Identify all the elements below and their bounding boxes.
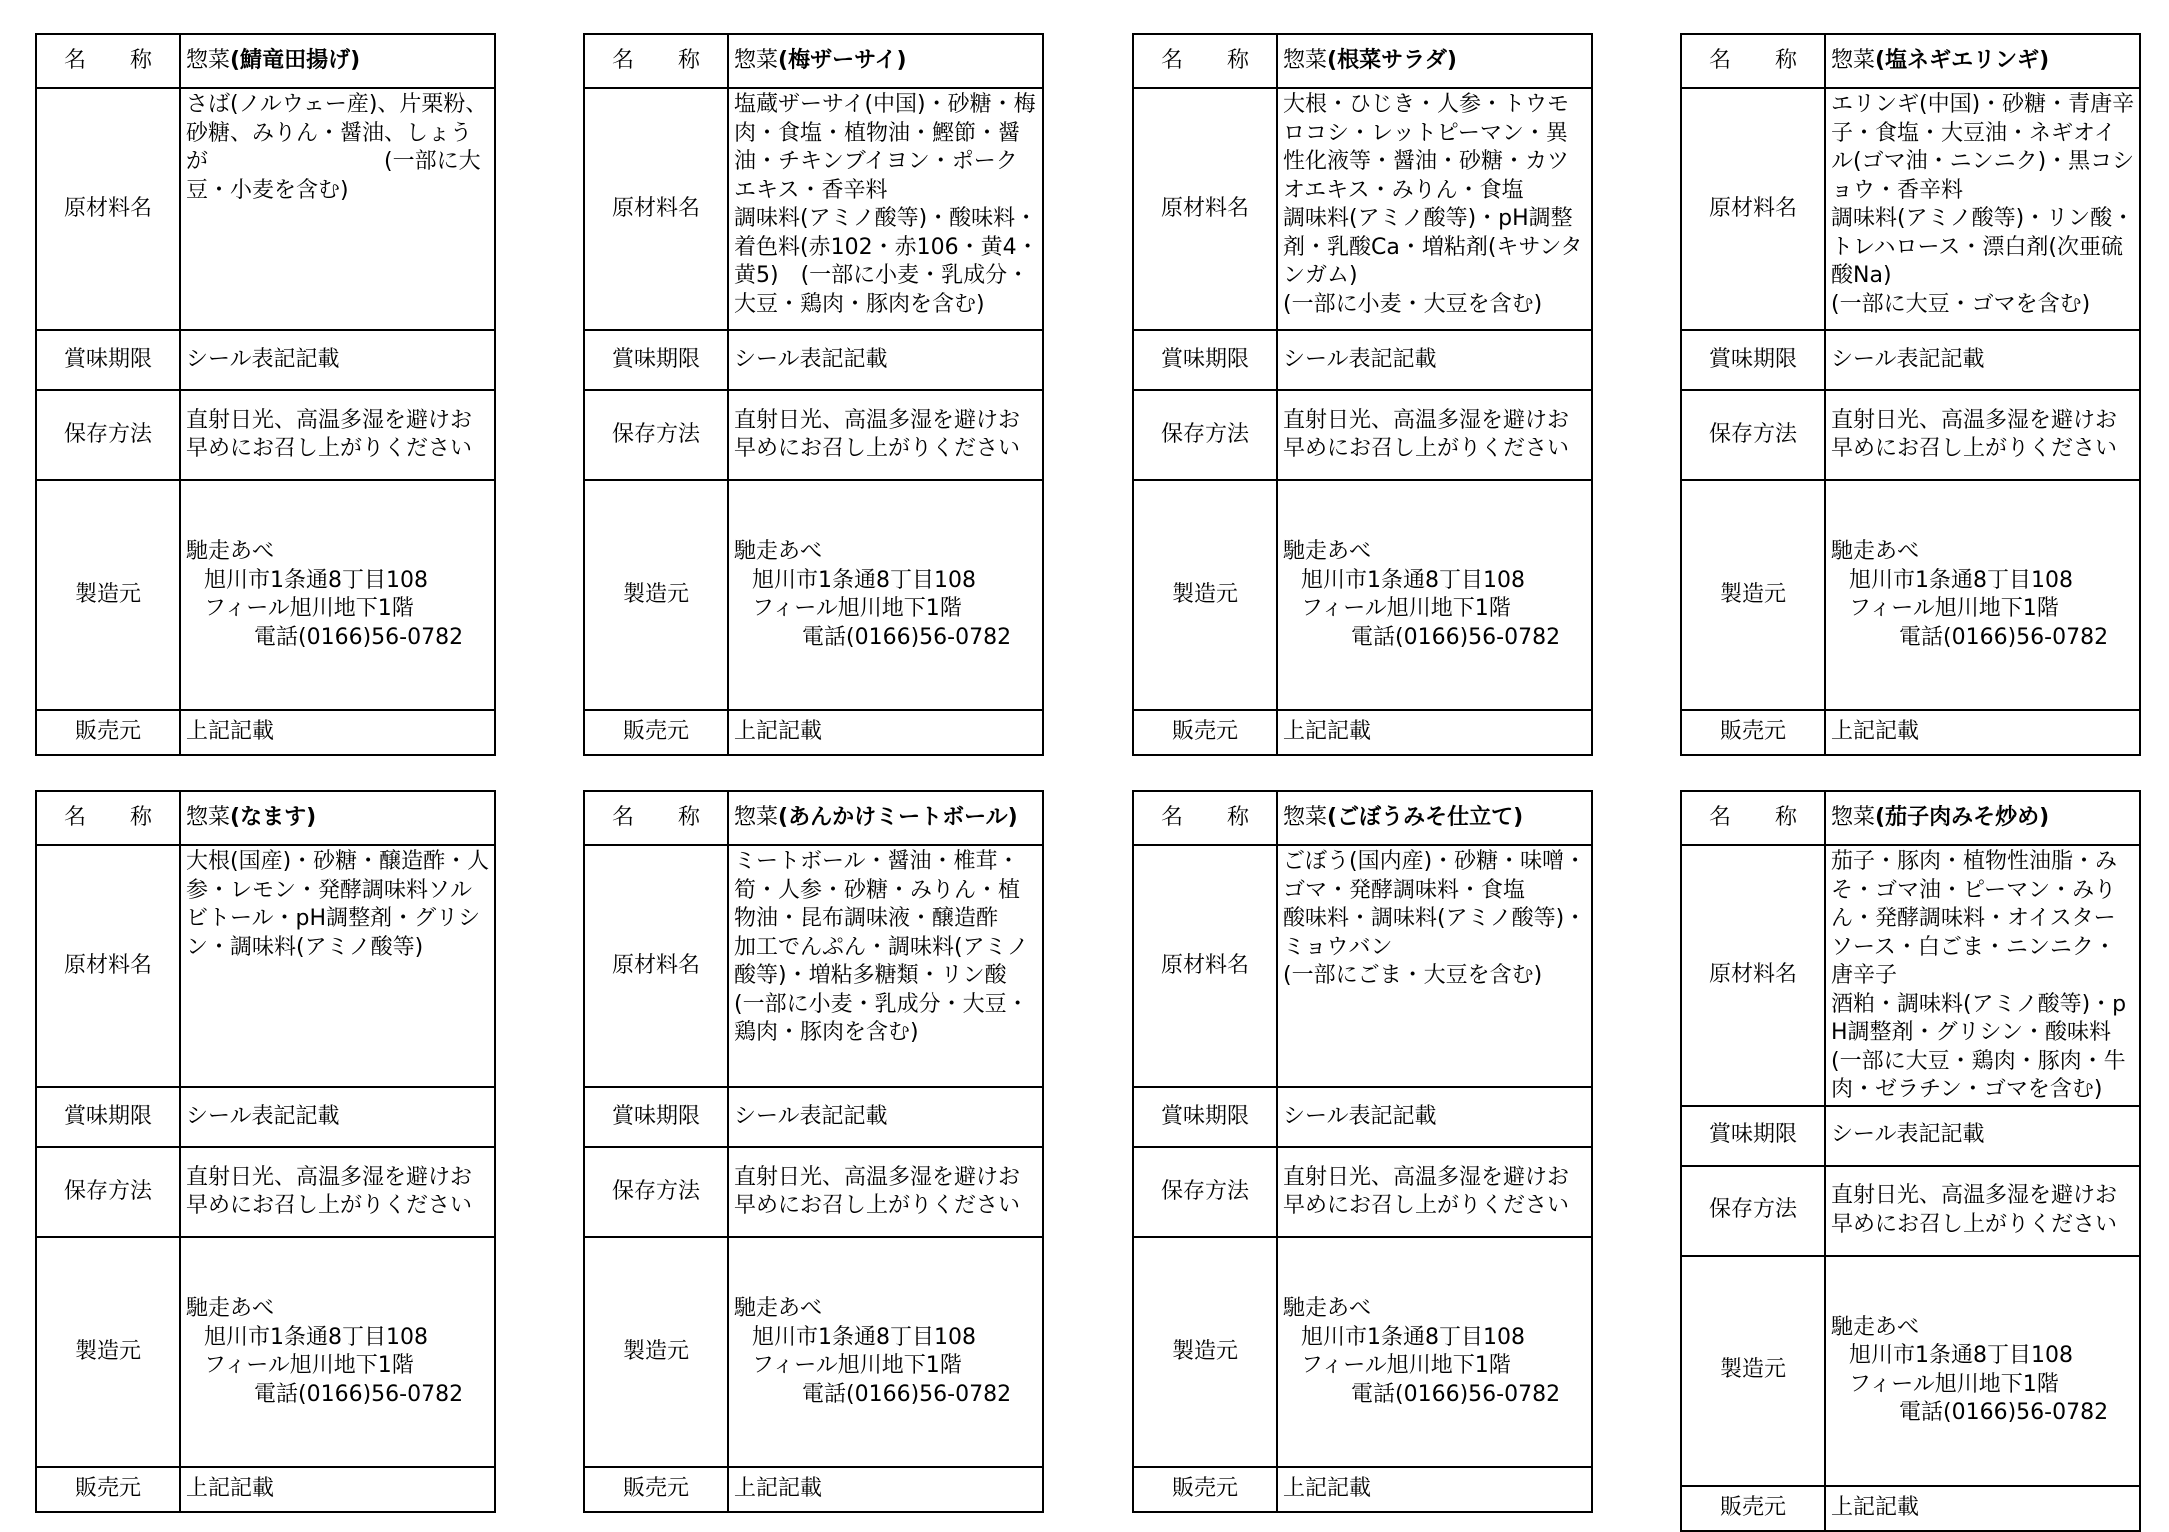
ingredients-row-header: 原材料名 (1681, 88, 1825, 330)
maker-name: 馳走あべ (734, 1296, 823, 1321)
manufacturer-value (1277, 1237, 1592, 1467)
product-name-main: (あんかけミートボール) (778, 804, 1018, 830)
maker-name: 馳走あべ (186, 1296, 275, 1321)
manufacturer-row-header: 製造元 (1133, 480, 1277, 710)
ingredients-value: ごぼう(国内産)・砂糖・味噌・ゴマ・発酵調味料・食塩 酸味料・調味料(アミノ酸等)・ミョウバン (一部にごま・大豆を含む) (1277, 845, 1592, 1087)
expiry-row-header: 賞味期限 (1681, 1106, 1825, 1166)
ingredients-row-header: 原材料名 (1133, 845, 1277, 1087)
expiry-value: シール表記記載 (1277, 1087, 1592, 1147)
food-label-card-7 (1132, 790, 1593, 1513)
maker-phone: 電話(0166)56-0782 (802, 1381, 1012, 1407)
ingredients-row-header: 原材料名 (1681, 845, 1825, 1106)
food-label-card-8 (1680, 790, 2141, 1532)
product-name-prefix: 惣菜 (734, 804, 779, 830)
maker-name: 馳走あべ (1283, 539, 1372, 564)
seller-value: 上記記載 (728, 710, 1043, 755)
ingredients-row-header: 原材料名 (36, 845, 180, 1087)
manufacturer-value (728, 480, 1043, 710)
storage-value: 直射日光、高温多湿を避けお早めにお召し上がりください (1825, 1166, 2140, 1256)
product-name (1277, 791, 1592, 845)
food-label-card-2 (583, 33, 1044, 756)
storage-row-header: 保存方法 (584, 390, 728, 480)
product-name-main: (梅ザーサイ) (778, 47, 907, 73)
seller-value: 上記記載 (180, 1467, 495, 1512)
storage-row-header: 保存方法 (36, 390, 180, 480)
expiry-row-header: 賞味期限 (1133, 1087, 1277, 1147)
expiry-value: シール表記記載 (1277, 330, 1592, 390)
name-row-header: 名 称 (584, 34, 728, 88)
seller-row-header: 販売元 (584, 710, 728, 755)
maker-phone: 電話(0166)56-0782 (802, 624, 1012, 650)
ingredients-value: 茄子・豚肉・植物性油脂・みそ・ゴマ油・ピーマン・みりん・発酵調味料・オイスターソース・白ごま・ニンニク・唐辛子 酒粕・調味料(アミノ酸等)・pH調整剤・グリシン・酸味料 (一部に大豆・鶏肉・豚肉・牛肉・ゼラチン・ゴマを含む) (1825, 845, 2140, 1106)
seller-row-header: 販売元 (1681, 1486, 1825, 1531)
maker-phone: 電話(0166)56-0782 (254, 1381, 464, 1407)
seller-value: 上記記載 (1825, 710, 2140, 755)
product-name (1277, 34, 1592, 88)
storage-value: 直射日光、高温多湿を避けお早めにお召し上がりください (180, 1147, 495, 1237)
seller-value: 上記記載 (180, 710, 495, 755)
maker-building: フィール旭川地下1階 (1849, 1371, 2059, 1397)
name-row-header: 名 称 (1681, 34, 1825, 88)
ingredients-row-header: 原材料名 (584, 845, 728, 1087)
maker-address: 旭川市1条通8丁目108 (204, 1324, 428, 1350)
name-row-header: 名 称 (36, 791, 180, 845)
expiry-value: シール表記記載 (728, 1087, 1043, 1147)
manufacturer-value (180, 480, 495, 710)
maker-building: フィール旭川地下1階 (204, 596, 414, 621)
product-name-prefix: 惣菜 (186, 804, 231, 830)
product-name (728, 791, 1043, 845)
maker-phone: 電話(0166)56-0782 (1899, 1400, 2109, 1425)
storage-value: 直射日光、高温多湿を避けお早めにお召し上がりください (728, 390, 1043, 480)
product-name-prefix: 惣菜 (1831, 47, 1876, 73)
manufacturer-row-header: 製造元 (584, 480, 728, 710)
food-label-card-1 (35, 33, 496, 756)
maker-phone: 電話(0166)56-0782 (1351, 1381, 1561, 1407)
product-name (180, 34, 495, 88)
maker-address: 旭川市1条通8丁目108 (1849, 1343, 2073, 1368)
maker-phone: 電話(0166)56-0782 (1351, 624, 1561, 650)
expiry-row-header: 賞味期限 (584, 1087, 728, 1147)
manufacturer-row-header: 製造元 (36, 1237, 180, 1467)
expiry-row-header: 賞味期限 (584, 330, 728, 390)
product-name-prefix: 惣菜 (186, 47, 231, 73)
storage-value: 直射日光、高温多湿を避けお早めにお召し上がりください (1277, 1147, 1592, 1237)
product-name-main: (なます) (230, 804, 317, 830)
maker-address: 旭川市1条通8丁目108 (752, 1324, 976, 1350)
maker-phone: 電話(0166)56-0782 (1899, 624, 2109, 650)
storage-value: 直射日光、高温多湿を避けお早めにお召し上がりください (728, 1147, 1043, 1237)
food-label-card-6 (583, 790, 1044, 1513)
seller-row-header: 販売元 (36, 1467, 180, 1512)
manufacturer-row-header: 製造元 (584, 1237, 728, 1467)
expiry-value: シール表記記載 (1825, 1106, 2140, 1166)
storage-row-header: 保存方法 (1133, 390, 1277, 480)
product-name-main: (鯖竜田揚げ) (230, 47, 361, 73)
maker-name: 馳走あべ (1831, 1314, 1920, 1340)
seller-value: 上記記載 (1825, 1486, 2140, 1531)
ingredients-value: 大根・ひじき・人参・トウモロコシ・レットピーマン・異性化液等・醤油・砂糖・カツオエキス・みりん・食塩 調味料(アミノ酸等)・pH調整剤・乳酸Ca・増粘剤(キサンタンガム) (一部に小麦・大豆を含む) (1277, 88, 1592, 330)
ingredients-value: さば(ノルウェー産)、片栗粉、砂糖、みりん・醤油、しょうが (一部に大豆・小麦を含む) (180, 88, 495, 330)
storage-value: 直射日光、高温多湿を避けお早めにお召し上がりください (180, 390, 495, 480)
manufacturer-row-header: 製造元 (1133, 1237, 1277, 1467)
product-name-main: (塩ネギエリンギ) (1875, 47, 2050, 73)
storage-row-header: 保存方法 (1133, 1147, 1277, 1237)
ingredients-row-header: 原材料名 (584, 88, 728, 330)
storage-value: 直射日光、高温多湿を避けお早めにお召し上がりください (1825, 390, 2140, 480)
food-label-card-4 (1680, 33, 2141, 756)
seller-value: 上記記載 (728, 1467, 1043, 1512)
ingredients-row-header: 原材料名 (1133, 88, 1277, 330)
storage-row-header: 保存方法 (36, 1147, 180, 1237)
expiry-value: シール表記記載 (180, 330, 495, 390)
maker-address: 旭川市1条通8丁目108 (752, 567, 976, 593)
seller-row-header: 販売元 (1133, 1467, 1277, 1512)
food-label-card-5 (35, 790, 496, 1513)
expiry-row-header: 賞味期限 (1133, 330, 1277, 390)
manufacturer-value (1825, 480, 2140, 710)
maker-address: 旭川市1条通8丁目108 (204, 567, 428, 593)
manufacturer-value (1825, 1256, 2140, 1486)
seller-row-header: 販売元 (584, 1467, 728, 1512)
product-name-prefix: 惣菜 (1283, 804, 1328, 830)
maker-name: 馳走あべ (186, 539, 275, 564)
product-name-main: (根菜サラダ) (1327, 47, 1457, 73)
product-name-prefix: 惣菜 (734, 47, 779, 73)
manufacturer-value (1277, 480, 1592, 710)
expiry-row-header: 賞味期限 (36, 330, 180, 390)
manufacturer-value (728, 1237, 1043, 1467)
manufacturer-row-header: 製造元 (1681, 480, 1825, 710)
product-name (180, 791, 495, 845)
manufacturer-value (180, 1237, 495, 1467)
name-row-header: 名 称 (584, 791, 728, 845)
storage-row-header: 保存方法 (1681, 1166, 1825, 1256)
maker-building: フィール旭川地下1階 (752, 596, 962, 621)
manufacturer-row-header: 製造元 (36, 480, 180, 710)
product-name-prefix: 惣菜 (1283, 47, 1328, 73)
name-row-header: 名 称 (1681, 791, 1825, 845)
product-name (1825, 791, 2140, 845)
maker-name: 馳走あべ (1283, 1296, 1372, 1321)
maker-name: 馳走あべ (1831, 539, 1920, 564)
ingredients-value: 塩蔵ザーサイ(中国)・砂糖・梅肉・食塩・植物油・鰹節・醤油・チキンブイヨン・ポークエキス・香辛料 調味料(アミノ酸等)・酸味料・着色料(赤102・赤106・黄4・黄5) (一部に小麦・乳成分・大豆・鶏肉・豚肉を含む) (728, 88, 1043, 330)
name-row-header: 名 称 (1133, 791, 1277, 845)
seller-row-header: 販売元 (1133, 710, 1277, 755)
expiry-row-header: 賞味期限 (1681, 330, 1825, 390)
expiry-value: シール表記記載 (728, 330, 1043, 390)
ingredients-row-header: 原材料名 (36, 88, 180, 330)
seller-row-header: 販売元 (36, 710, 180, 755)
product-name (728, 34, 1043, 88)
seller-row-header: 販売元 (1681, 710, 1825, 755)
product-name-main: (ごぼうみそ仕立て) (1327, 804, 1524, 830)
expiry-value: シール表記記載 (180, 1087, 495, 1147)
maker-building: フィール旭川地下1階 (752, 1353, 962, 1378)
maker-building: フィール旭川地下1階 (204, 1353, 414, 1378)
maker-phone: 電話(0166)56-0782 (254, 624, 464, 650)
storage-row-header: 保存方法 (1681, 390, 1825, 480)
maker-address: 旭川市1条通8丁目108 (1301, 1324, 1525, 1350)
product-name-main: (茄子肉みそ炒め) (1875, 804, 2050, 830)
expiry-value: シール表記記載 (1825, 330, 2140, 390)
maker-building: フィール旭川地下1階 (1301, 596, 1511, 621)
name-row-header: 名 称 (36, 34, 180, 88)
maker-building: フィール旭川地下1階 (1849, 596, 2059, 621)
maker-name: 馳走あべ (734, 539, 823, 564)
manufacturer-row-header: 製造元 (1681, 1256, 1825, 1486)
product-name (1825, 34, 2140, 88)
maker-building: フィール旭川地下1階 (1301, 1353, 1511, 1378)
storage-row-header: 保存方法 (584, 1147, 728, 1237)
food-label-card-3 (1132, 33, 1593, 756)
product-name-prefix: 惣菜 (1831, 804, 1876, 830)
ingredients-value: ミートボール・醤油・椎茸・筍・人参・砂糖・みりん・植物油・昆布調味液・醸造酢 加工でんぷん・調味料(アミノ酸等)・増粘多糖類・リン酸 (一部に小麦・乳成分・大豆・鶏肉・豚肉を含む) (728, 845, 1043, 1087)
ingredients-value: 大根(国産)・砂糖・醸造酢・人参・レモン・発酵調味料ソルビトール・pH調整剤・グリシン・調味料(アミノ酸等) (180, 845, 495, 1087)
maker-address: 旭川市1条通8丁目108 (1301, 567, 1525, 593)
expiry-row-header: 賞味期限 (36, 1087, 180, 1147)
name-row-header: 名 称 (1133, 34, 1277, 88)
seller-value: 上記記載 (1277, 710, 1592, 755)
seller-value: 上記記載 (1277, 1467, 1592, 1512)
storage-value: 直射日光、高温多湿を避けお早めにお召し上がりください (1277, 390, 1592, 480)
maker-address: 旭川市1条通8丁目108 (1849, 567, 2073, 593)
ingredients-value: エリンギ(中国)・砂糖・青唐辛子・食塩・大豆油・ネギオイル(ゴマ油・ニンニク)・黒コショウ・香辛料 調味料(アミノ酸等)・リン酸・トレハロース・漂白剤(次亜硫酸Na) (一部に大豆・ゴマを含む) (1825, 88, 2140, 330)
